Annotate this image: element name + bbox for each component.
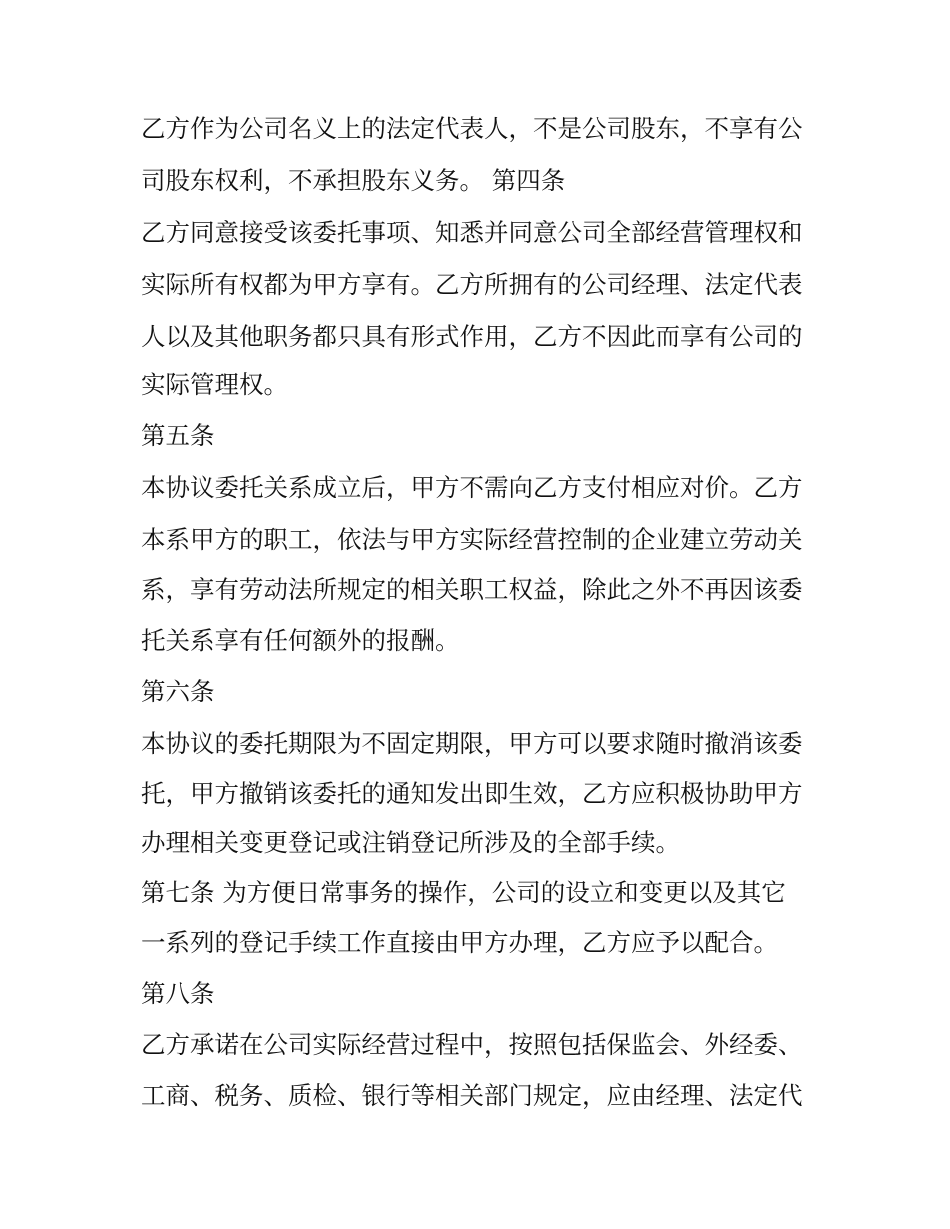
body-line-3: 乙方同意接受该委托事项、知悉并同意公司全部经营管理权和	[141, 218, 803, 247]
section-heading-8: 第八条	[141, 979, 215, 1008]
body-line-14: 托，甲方撤销该委托的通知发出即生效，乙方应积极协助甲方	[141, 779, 803, 808]
body-line-13: 本协议的委托期限为不固定期限，甲方可以要求随时撤消该委	[141, 729, 803, 758]
body-line-8: 本协议委托关系成立后，甲方不需向乙方支付相应对价。乙方	[141, 473, 803, 502]
body-line-4: 实际所有权都为甲方享有。乙方所拥有的公司经理、法定代表	[141, 270, 803, 299]
body-line-19: 乙方承诺在公司实际经营过程中，按照包括保监会、外经委、	[141, 1030, 803, 1059]
body-line-1: 乙方作为公司名义上的法定代表人，不是公司股东，不享有公	[141, 114, 803, 143]
body-line-5: 人以及其他职务都只具有形式作用，乙方不因此而享有公司的	[141, 322, 803, 351]
section-7-line-1: 第七条 为方便日常事务的操作，公司的设立和变更以及其它	[141, 878, 786, 907]
body-line-11: 托关系享有任何额外的报酬。	[141, 626, 460, 655]
body-line-9: 本系甲方的职工，依法与甲方实际经营控制的企业建立劳动关	[141, 525, 803, 554]
body-line-2: 司股东权利，不承担股东义务。 第四条	[141, 166, 566, 195]
body-line-20: 工商、税务、质检、银行等相关部门规定，应由经理、法定代	[141, 1081, 803, 1110]
section-heading-6: 第六条	[141, 677, 215, 706]
body-line-15: 办理相关变更登记或注销登记所涉及的全部手续。	[141, 828, 680, 857]
body-line-10: 系，享有劳动法所规定的相关职工权益，除此之外不再因该委	[141, 575, 803, 604]
section-heading-5: 第五条	[141, 421, 215, 450]
body-line-6: 实际管理权。	[141, 370, 288, 399]
section-7-line-2: 一系列的登记手续工作直接由甲方办理，乙方应予以配合。	[141, 928, 778, 957]
